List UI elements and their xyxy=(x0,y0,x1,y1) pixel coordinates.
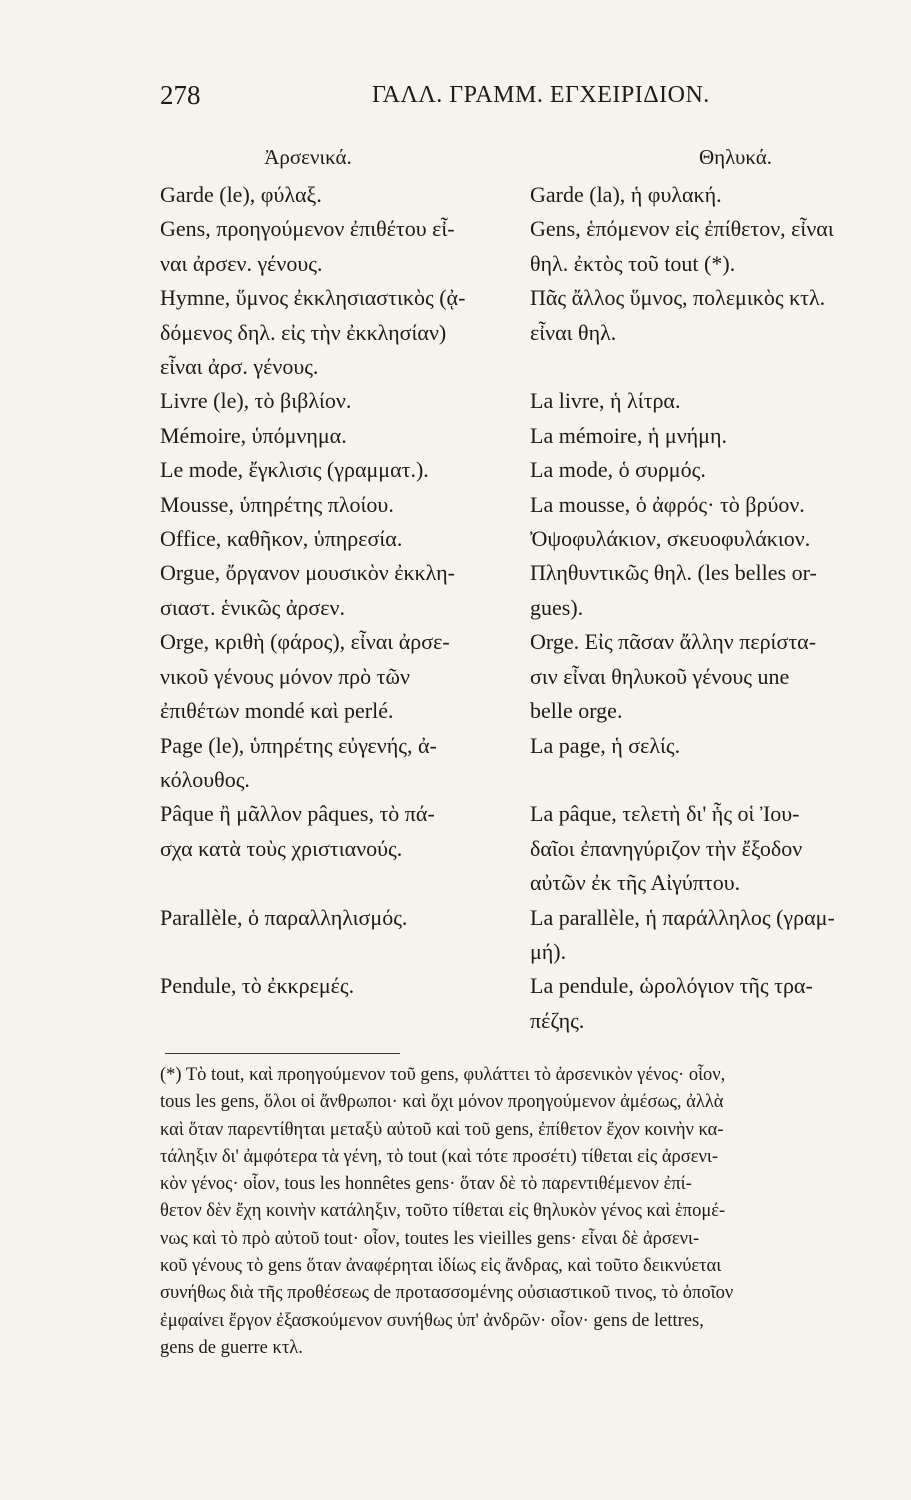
page-number: 278 xyxy=(160,80,201,110)
feminine-column xyxy=(530,140,882,1038)
feminine-entries xyxy=(530,178,882,1038)
feminine-entry-line: gues). xyxy=(530,594,584,620)
footnote-line: gens de guerre κτλ. xyxy=(160,1337,303,1358)
masculine-entry-line: Garde (le), φύλαξ. xyxy=(160,182,322,207)
feminine-entry-line: La page, ἡ σελίς. xyxy=(530,732,681,758)
masculine-entry-line: νικοῦ γένους μόνον πρὸ τῶν xyxy=(160,663,410,689)
masculine-entry-line: Page (le), ὑπηρέτης εὐγενής, ἀ- xyxy=(160,732,437,758)
footnote-line: τάληξιν δι' ἀμφότερα τὰ γένη, τὸ tout (καὶ τότε προσέτι) τίθεται εἰς ἀρσενι- xyxy=(160,1146,718,1167)
masculine-entry-line: σιαστ. ἑνικῶς ἀρσεν. xyxy=(160,594,345,620)
footnote-line: κὸν γένος· οἷον, tous les honnêtes gens· ὅταν δὲ τὸ παρεντιθέμενον ἐπί- xyxy=(160,1174,692,1195)
feminine-entry-line xyxy=(530,763,882,797)
masculine-entry-line: δόμενος δηλ. εἰς τὴν ἐκκλησίαν) xyxy=(160,319,447,345)
running-title: ΓΑΛΛ. ΓΡΑΜΜ. ΕΓΧΕΙΡΙΔΙΟΝ. xyxy=(372,82,710,108)
feminine-entry-line: πέζης. xyxy=(530,1007,585,1033)
feminine-entry-line: αὐτῶν ἐκ τῆς Αἰγύπτου. xyxy=(530,870,741,896)
footnote-line: συνήθως διὰ τῆς προθέσεως de προτασσομένης οὐσιαστικοῦ τινος, τὸ ὁποῖον xyxy=(160,1283,734,1304)
masculine-entries xyxy=(160,178,516,1004)
feminine-entry-line: La mousse, ὁ ἀφρός· τὸ βρύον. xyxy=(530,491,805,517)
footnote-line: νως καὶ τὸ πρὸ αὐτοῦ tout· οἷον, toutes les vieilles gens· εἶναι δὲ ἀρσενι- xyxy=(160,1228,700,1249)
feminine-entry-line: Πᾶς ἄλλος ὕμνος, πολεμικὸς κτλ. xyxy=(530,285,826,311)
feminine-entry-line: belle orge. xyxy=(530,698,623,724)
feminine-entry-line: δαῖοι ἐπανηγύριζον τὴν ἔξοδον xyxy=(530,835,803,861)
feminine-entry-line: La livre, ἡ λίτρα. xyxy=(530,388,681,414)
footnote-divider xyxy=(165,1053,400,1054)
feminine-entry-line: θηλ. ἐκτὸς τοῦ tout (*). xyxy=(530,250,736,276)
masculine-entry-line: εἶναι ἀρσ. γένους. xyxy=(160,354,319,380)
masculine-column-title: Ἀρσενικά. xyxy=(264,145,352,169)
masculine-column xyxy=(160,140,516,1004)
masculine-entry-line: Pendule, τὸ ἐκκρεμές. xyxy=(160,973,355,999)
feminine-entry-line: La pâque, τελετὴ δι' ἧς οἱ Ἰου- xyxy=(530,801,800,827)
masculine-entry-line: Hymne, ὕμνος ἐκκλησιαστικὸς (ᾀ- xyxy=(160,285,466,311)
masculine-entry-line: Le mode, ἔγκλισις (γραμματ.). xyxy=(160,457,429,483)
footnote-line: ἐμφαίνει ἔργον ἐξασκούμενον συνήθως ὑπ' ἀνδρῶν· οἷον· gens de lettres, xyxy=(160,1310,704,1331)
masculine-entry-line: κόλουθος. xyxy=(160,766,250,792)
masculine-entry-line: Office, καθῆκον, ὑπηρεσία. xyxy=(160,526,403,552)
masculine-entry-line: σχα κατὰ τοὺς χριστιανούς. xyxy=(160,835,403,861)
feminine-column-title: Θηλυκά. xyxy=(699,145,772,169)
feminine-entry-line: εἶναι θηλ. xyxy=(530,319,617,345)
masculine-entry-line: Orge, κριθὴ (φάρος), εἶναι ἀρσε- xyxy=(160,629,450,655)
feminine-entry-line: Garde (la), ἡ φυλακή. xyxy=(530,182,722,207)
masculine-entry-line: Livre (le), τὸ βιβλίον. xyxy=(160,388,352,414)
footnote-line: θετον δὲν ἔχη κοινὴν κατάληξιν, τοῦτο τίθεται εἰς θηλυκὸν γένος καὶ ἑπομέ- xyxy=(160,1201,726,1222)
page-header xyxy=(160,80,880,120)
feminine-entry-line: La mémoire, ἡ μνήμη. xyxy=(530,422,727,448)
feminine-entry-line: La mode, ὁ συρμός. xyxy=(530,457,706,483)
masculine-entry-line: Pâque ἢ μᾶλλον pâques, τὸ πά- xyxy=(160,801,435,827)
masculine-entry-line: ἐπιθέτων mondé καὶ perlé. xyxy=(160,698,394,724)
footnote-line: tous les gens, ὅλοι οἱ ἄνθρωποι· καὶ ὄχι μόνον προηγούμενον ἀμέσως, ἀλλὰ xyxy=(160,1092,724,1113)
feminine-entry-line: La pendule, ὡρολόγιον τῆς τρα- xyxy=(530,973,813,999)
feminine-entry-line: Orge. Εἰς πᾶσαν ἄλλην περίστα- xyxy=(530,629,817,655)
masculine-entry-line: Gens, προηγούμενον ἐπιθέτου εἶ- xyxy=(160,216,455,242)
footnote-line: καὶ ὅταν παρεντίθηται μεταξὺ αὐτοῦ καὶ τοῦ gens, ἐπίθετον ἔχον κοινὴν κα- xyxy=(160,1119,724,1140)
feminine-entry-line xyxy=(530,350,882,384)
masculine-entry-line: Parallèle, ὁ παραλληλισμός. xyxy=(160,904,408,930)
masculine-entry-line: Orgue, ὄργανον μουσικὸν ἐκκλη- xyxy=(160,560,455,586)
feminine-entry-line: Ὀψοφυλάκιον, σκευοφυλάκιον. xyxy=(530,526,811,552)
feminine-entry-line: σιν εἶναι θηλυκοῦ γένους une xyxy=(530,663,790,689)
footnote-line: κοῦ γένους τὸ gens ὅταν ἀναφέρηται ἰδίως εἰς ἄνδρας, καὶ τοῦτο δεικνύεται xyxy=(160,1256,722,1277)
feminine-entry-line: Πληθυντικῶς θηλ. (les belles or- xyxy=(530,560,817,586)
masculine-entry-line: Mémoire, ὑπόμνημα. xyxy=(160,422,347,448)
masculine-entry-line xyxy=(160,935,516,969)
feminine-entry-line: La parallèle, ἡ παράλληλος (γραμ- xyxy=(530,904,835,930)
feminine-entry-line: μή). xyxy=(530,938,567,964)
feminine-entry-line: Gens, ἑπόμενον εἰς ἐπίθετον, εἶναι xyxy=(530,216,834,242)
footnote-line: (*) Τὸ tout, καὶ προηγούμενον τοῦ gens, φυλάττει τὸ ἀρσενικὸν γένος· οἷον, xyxy=(160,1065,726,1085)
masculine-entry-line: ναι ἀρσεν. γένους. xyxy=(160,250,323,276)
footnote xyxy=(160,1062,880,1362)
masculine-entry-line xyxy=(160,866,516,900)
masculine-entry-line: Mousse, ὑπηρέτης πλοίου. xyxy=(160,491,394,517)
